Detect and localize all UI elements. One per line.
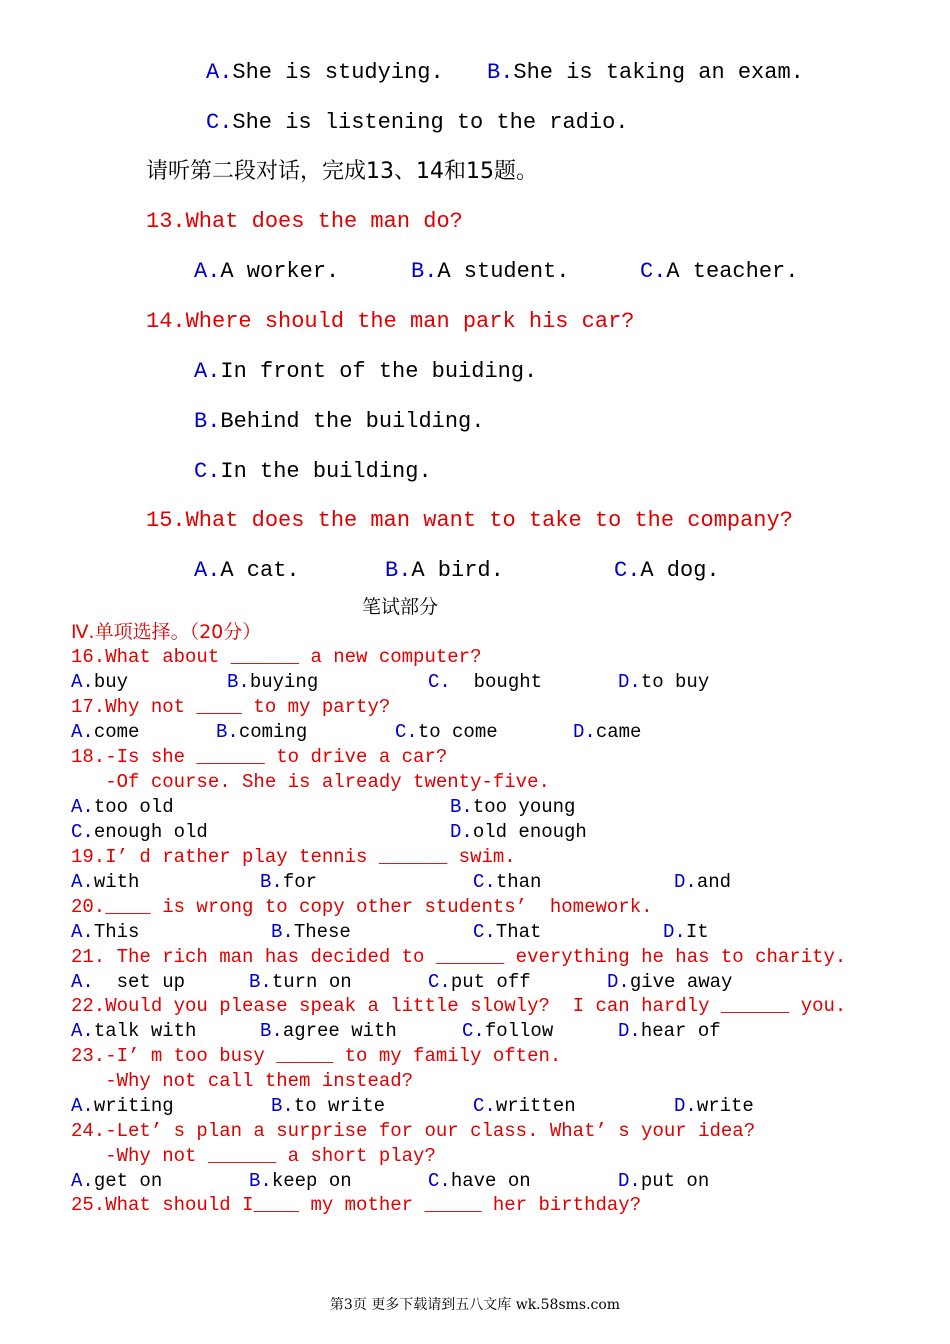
option-letter: C. — [71, 821, 94, 843]
question-15: 15.What does the man want to take to the company? — [146, 508, 793, 533]
q21-option-b — [249, 973, 352, 992]
q13-option-a — [194, 261, 339, 283]
option-letter: B. — [450, 796, 473, 818]
option-text: enough old — [93, 821, 208, 843]
option-text: too old — [93, 796, 174, 818]
option-text: keep on — [271, 1170, 352, 1192]
q21-option-c — [428, 973, 531, 992]
option-letter: C. — [194, 459, 221, 484]
question-17: 17.Why not ____ to my party? — [71, 696, 391, 718]
option-letter: D. — [618, 1170, 641, 1192]
q18-option-b — [450, 798, 575, 817]
page-footer: 第3页 更多下载请到五八文库 wk.58sms.com — [329, 1297, 621, 1313]
option-text: A bird. — [411, 558, 504, 583]
q19-option-c — [473, 873, 541, 892]
option-letter: A. — [71, 721, 94, 743]
q16-option-b — [227, 673, 318, 692]
q18-option-c — [71, 823, 208, 842]
option-letter: C. — [428, 971, 451, 993]
option-text: talk with — [93, 1020, 197, 1042]
option-text: than — [495, 871, 542, 893]
question-18: 18.-Is she ______ to drive a car? — [71, 746, 448, 768]
q22-option-a — [71, 1022, 196, 1041]
q21-option-d — [607, 973, 732, 992]
option-letter: A. — [71, 1095, 94, 1117]
option-letter: D. — [573, 721, 596, 743]
option-text: old enough — [472, 821, 587, 843]
option-text: give away — [629, 971, 733, 993]
option-letter: C. — [473, 921, 496, 943]
option-text: come — [93, 721, 140, 743]
option-text: to come — [417, 721, 498, 743]
option-letter: A. — [194, 359, 221, 384]
option-text: A dog. — [640, 558, 720, 583]
q23-option-c — [473, 1097, 576, 1116]
q23-option-d — [674, 1097, 754, 1116]
option-letter: A. — [71, 971, 94, 993]
option-text: buying — [249, 671, 319, 693]
option-letter: A. — [71, 1020, 94, 1042]
option-text: put on — [640, 1170, 710, 1192]
question-13: 13.What does the man do? — [146, 209, 463, 234]
option-letter: A. — [71, 796, 94, 818]
question-19: 19.I’ d rather play tennis ______ swim. — [71, 846, 516, 868]
option-text: That — [495, 921, 542, 943]
q13-option-b — [411, 261, 569, 283]
option-text: hear of — [640, 1020, 721, 1042]
option-text: set up — [93, 971, 186, 993]
option-letter: A. — [206, 60, 233, 85]
option-text: She is listening to the radio. — [232, 110, 629, 135]
option-letter: B. — [260, 1020, 283, 1042]
option-text: put off — [450, 971, 531, 993]
option-letter: D. — [663, 921, 686, 943]
option-letter: C. — [462, 1020, 485, 1042]
option-text: She is taking an exam. — [513, 60, 804, 85]
option-letter: C. — [614, 558, 641, 583]
question-16: 16.What about ______ a new computer? — [71, 646, 482, 668]
question-14: 14.Where should the man park his car? — [146, 309, 635, 334]
q21-option-a — [71, 973, 185, 992]
option-text: coming — [238, 721, 308, 743]
q22-option-d — [618, 1022, 721, 1041]
option-letter: B. — [249, 1170, 272, 1192]
q17-option-b — [216, 723, 307, 742]
q15-option-a — [194, 560, 300, 582]
q14-option-a — [194, 361, 537, 383]
question-18-reply: -Of course. She is already twenty-five. — [71, 771, 550, 793]
option-text: agree with — [282, 1020, 397, 1042]
option-text: came — [595, 721, 642, 743]
option-text: buy — [93, 671, 129, 693]
option-text: She is studying. — [232, 60, 444, 85]
question-24-reply: -Why not ______ a short play? — [71, 1145, 436, 1167]
q17-option-d — [573, 723, 641, 742]
option-letter: B. — [249, 971, 272, 993]
option-text: write — [696, 1095, 754, 1117]
option-letter: B. — [216, 721, 239, 743]
option-letter: B. — [271, 1095, 294, 1117]
option-letter: D. — [618, 671, 641, 693]
q20-option-d — [663, 923, 709, 942]
option-letter: C. — [206, 110, 233, 135]
q24-option-b — [249, 1172, 352, 1191]
option-text: have on — [450, 1170, 531, 1192]
question-21: 21. The rich man has decided to ______ everything he has to charity. — [71, 946, 847, 968]
option-letter: A. — [71, 1170, 94, 1192]
option-text: to buy — [640, 671, 710, 693]
q19-option-b — [260, 873, 317, 892]
q16-option-a — [71, 673, 128, 692]
q23-option-a — [71, 1097, 174, 1116]
question-22: 22.Would you please speak a little slowly? I can hardly ______ you. — [71, 995, 847, 1017]
written-part-title: 笔试部分 — [361, 596, 438, 618]
q15-option-c — [614, 560, 720, 582]
option-letter: D. — [674, 1095, 697, 1117]
option-letter: B. — [411, 259, 438, 284]
option-letter: B. — [227, 671, 250, 693]
option-text: These — [293, 921, 351, 943]
option-letter: B. — [194, 409, 221, 434]
question-24: 24.-Let’ s plan a surprise for our class. What’ s your idea? — [71, 1120, 756, 1142]
q20-option-c — [473, 923, 541, 942]
q16-option-d — [618, 673, 709, 692]
q12-option-a — [206, 62, 444, 84]
q24-option-c — [428, 1172, 531, 1191]
option-text: follow — [484, 1020, 554, 1042]
question-23: 23.-I’ m too busy _____ to my family often. — [71, 1045, 562, 1067]
q24-option-a — [71, 1172, 162, 1191]
option-letter: C. — [395, 721, 418, 743]
option-text: In front of the buiding. — [220, 359, 538, 384]
option-text: This — [93, 921, 140, 943]
q18-option-a — [71, 798, 174, 817]
option-letter: D. — [674, 871, 697, 893]
q20-option-a — [71, 923, 139, 942]
option-letter: C. — [428, 1170, 451, 1192]
option-letter: C. — [428, 671, 451, 693]
q17-option-a — [71, 723, 139, 742]
option-text: A cat. — [220, 558, 300, 583]
option-text: turn on — [271, 971, 352, 993]
option-letter: C. — [473, 871, 496, 893]
option-text: A student. — [437, 259, 570, 284]
option-letter: A. — [194, 259, 221, 284]
option-letter: C. — [640, 259, 667, 284]
option-letter: B. — [487, 60, 514, 85]
q22-option-c — [462, 1022, 553, 1041]
option-text: A teacher. — [666, 259, 799, 284]
option-letter: A. — [71, 671, 94, 693]
option-text: to write — [293, 1095, 386, 1117]
q14-option-b — [194, 411, 484, 433]
option-letter: C. — [473, 1095, 496, 1117]
option-text: Behind the building. — [220, 409, 485, 434]
option-text: bought — [450, 671, 543, 693]
option-text: for — [282, 871, 318, 893]
q19-option-d — [674, 873, 731, 892]
section-title: Ⅳ.单项选择。（20分） — [71, 621, 262, 643]
q12-option-c — [206, 112, 628, 134]
option-letter: B. — [260, 871, 283, 893]
option-letter: D. — [607, 971, 630, 993]
option-letter: D. — [618, 1020, 641, 1042]
q17-option-c — [395, 723, 498, 742]
option-text: written — [495, 1095, 576, 1117]
q15-option-b — [385, 560, 504, 582]
option-text: It — [685, 921, 709, 943]
q18-option-d — [450, 823, 587, 842]
question-25: 25.What should I____ my mother _____ her birthday? — [71, 1194, 642, 1216]
q19-option-a — [71, 873, 139, 892]
q23-option-b — [271, 1097, 385, 1116]
q13-option-c — [640, 261, 798, 283]
option-text: In the building. — [220, 459, 432, 484]
option-text: and — [696, 871, 732, 893]
option-text: writing — [93, 1095, 174, 1117]
option-text: get on — [93, 1170, 163, 1192]
option-letter: B. — [271, 921, 294, 943]
question-20: 20.____ is wrong to copy other students’ homework. — [71, 896, 653, 918]
q20-option-b — [271, 923, 351, 942]
option-text: too young — [472, 796, 576, 818]
option-letter: A. — [71, 921, 94, 943]
q22-option-b — [260, 1022, 397, 1041]
option-text: with — [93, 871, 140, 893]
option-letter: A. — [194, 558, 221, 583]
q14-option-c — [194, 461, 432, 483]
option-letter: A. — [71, 871, 94, 893]
option-letter: B. — [385, 558, 412, 583]
question-23-reply: -Why not call them instead? — [71, 1070, 414, 1092]
listening-instruction: 请听第二段对话，完成13、14和15题。 — [146, 159, 538, 184]
option-letter: D. — [450, 821, 473, 843]
q24-option-d — [618, 1172, 709, 1191]
q16-option-c — [428, 673, 542, 692]
option-text: A worker. — [220, 259, 340, 284]
q12-option-b — [487, 62, 804, 84]
